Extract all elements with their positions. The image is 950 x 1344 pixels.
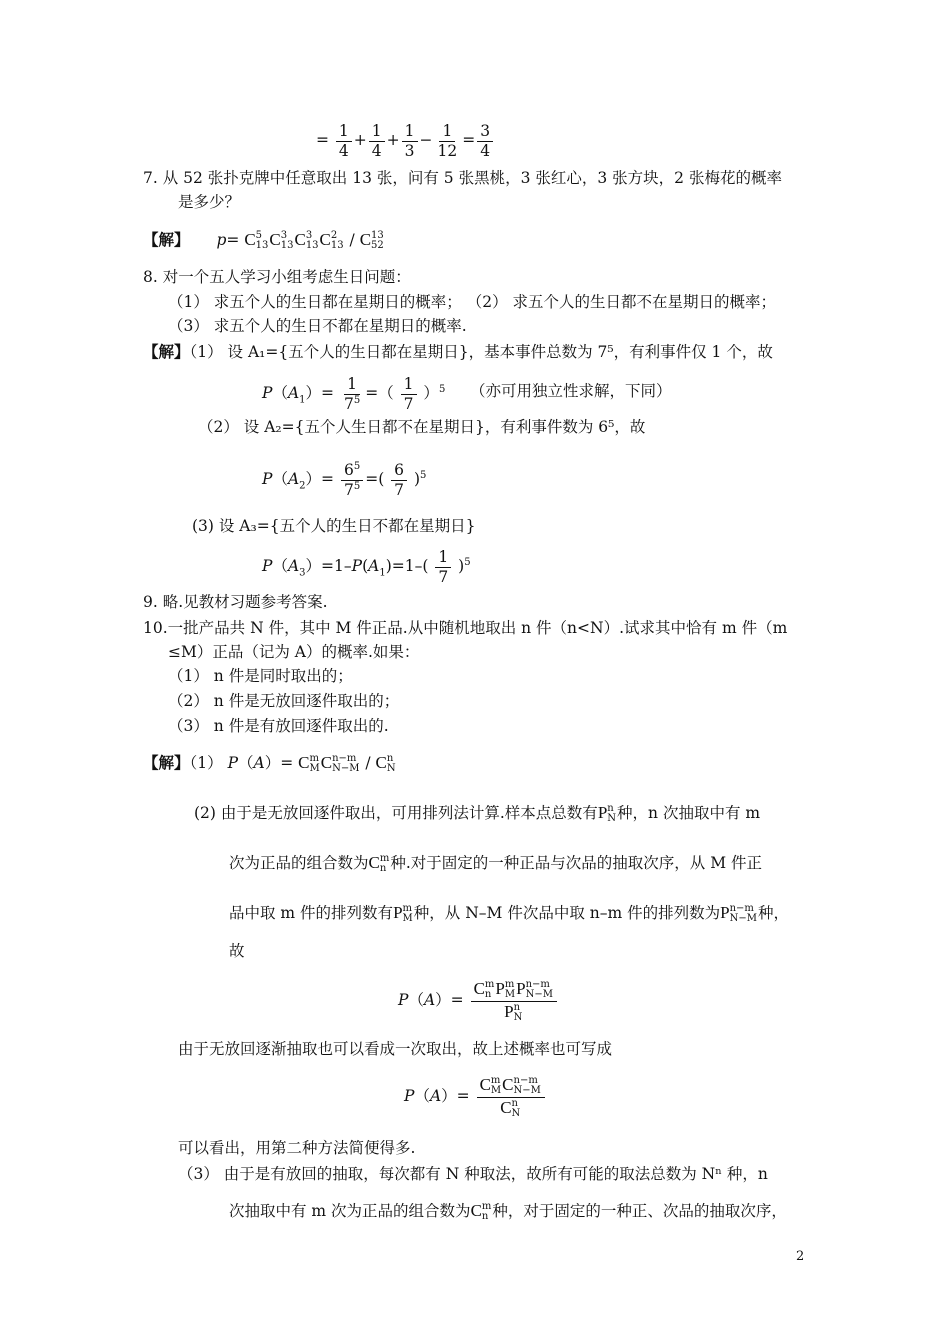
formula-pa1: $P(A_1)=$ $\frac{1}{7^5}$ =（ $\frac{1}{7}$ ）$^5$ xyxy=(262,375,446,413)
note-independence: （亦可用独立性求解，下同） xyxy=(470,382,672,400)
formula-pa3: $P(A_3)=1-P(A_1)=1-$( $\frac{1}{7}$ )$^5$ xyxy=(262,548,471,586)
solution-10-part3-line1: （3） 由于是有放回的抽取，每次都有 N 种取法，故所有可能的取法总数为 Nⁿ 种，n xyxy=(178,1165,768,1183)
solution-10-part1: 【解】（1） P（A）= C m M C n−m N−M / C n N xyxy=(143,753,396,774)
formula-sum: = $\frac{1}{4}$ + $\frac{1}{4}$ + $\frac{1}{3}$ − $\frac{1}{12}$ = $\frac{3}{4}$ xyxy=(316,118,495,162)
solution-10-part2-line3: 品中取 m 件的排列数有P m M 种，从 N–M 件次品中取 n–m 件的排列数为P n−m N−M 种， xyxy=(229,903,789,924)
solution-10-part2-line6: 可以看出，用第二种方法简便得多. xyxy=(178,1139,416,1157)
problem-9: 9. 略.见教材习题参考答案. xyxy=(143,593,328,611)
page-number: 2 xyxy=(796,1249,805,1264)
solution-label: 【解】 xyxy=(143,230,190,249)
problem-10-line4: （2） n 件是无放回逐件取出的； xyxy=(168,692,400,710)
solution-label: 【解】 xyxy=(143,342,190,361)
solution-10-part2-line2: 次为正品的组合数为C m n 种.对于固定的一种正品与次品的抽取次序，从 M 件正 xyxy=(229,853,762,874)
problem-10-line2: ≤M）正品（记为 A）的概率.如果： xyxy=(168,643,420,661)
problem-8-line2: （1） 求五个人的生日都在星期日的概率； （2） 求五个人的生日都不在星期日的概率； xyxy=(168,293,777,311)
problem-10-line5: （3） n 件是有放回逐件取出的. xyxy=(168,717,389,735)
problem-7-line1: 7. 从 52 张扑克牌中任意取出 13 张，问有 5 张黑桃，3 张红心，3 张方块，2 张梅花的概率 xyxy=(143,169,782,187)
solution-8-part1: 【解】（1） 设 A₁={五个人的生日都在星期日}，基本事件总数为 7⁵，有利事件仅 1 个，故 xyxy=(143,342,773,361)
solution-7: 【解】 p= C 5 13 C 3 13 C 3 13 C 2 13 / C 13 52 xyxy=(143,230,384,251)
solution-8-part2: （2） 设 A₂={五个人生日都不在星期日}，有利事件数为 6⁵，故 xyxy=(198,418,646,436)
formula-pa-perm: P（A）= C m n P m M P n−m N−M P n N xyxy=(398,972,559,1028)
problem-8-line3: （3） 求五个人的生日不都在星期日的概率. xyxy=(168,317,467,335)
formula-pa2: $P(A_2)=$ $\frac{6^5}{7^5}$ =( $\frac{6}{7}$ )$^5$ xyxy=(262,461,427,499)
solution-10-part2-line5: 由于无放回逐渐抽取也可以看成一次取出，故上述概率也可写成 xyxy=(178,1040,613,1058)
problem-10-line3: （1） n 件是同时取出的； xyxy=(168,667,353,685)
solution-8-part3: (3) 设 A₃={五个人的生日不都在星期日} xyxy=(192,517,476,535)
problem-8-line1: 8. 对一个五人学习小组考虑生日问题： xyxy=(143,268,411,286)
solution-10-part2-line4: 故 xyxy=(229,942,245,960)
solution-10-part2-line1: (2) 由于是无放回逐件取出，可用排列法计算.样本点总数有P n N 种，n 次抽取中有 m xyxy=(194,803,761,824)
solution-10-part3-line2: 次抽取中有 m 次为正品的组合数为C m n 种，对于固定的一种正、次品的抽取次序， xyxy=(229,1201,787,1222)
problem-10-line1: 10.一批产品共 N 件，其中 M 件正品.从中随机地取出 n 件（n<N）.试求其中恰有 m 件（m xyxy=(143,619,788,637)
solution-label: 【解】 xyxy=(143,753,190,772)
formula-pa-comb: P（A）= C m M C n−m N−M C n N xyxy=(404,1068,547,1124)
problem-7-line2: 是多少？ xyxy=(178,193,241,211)
